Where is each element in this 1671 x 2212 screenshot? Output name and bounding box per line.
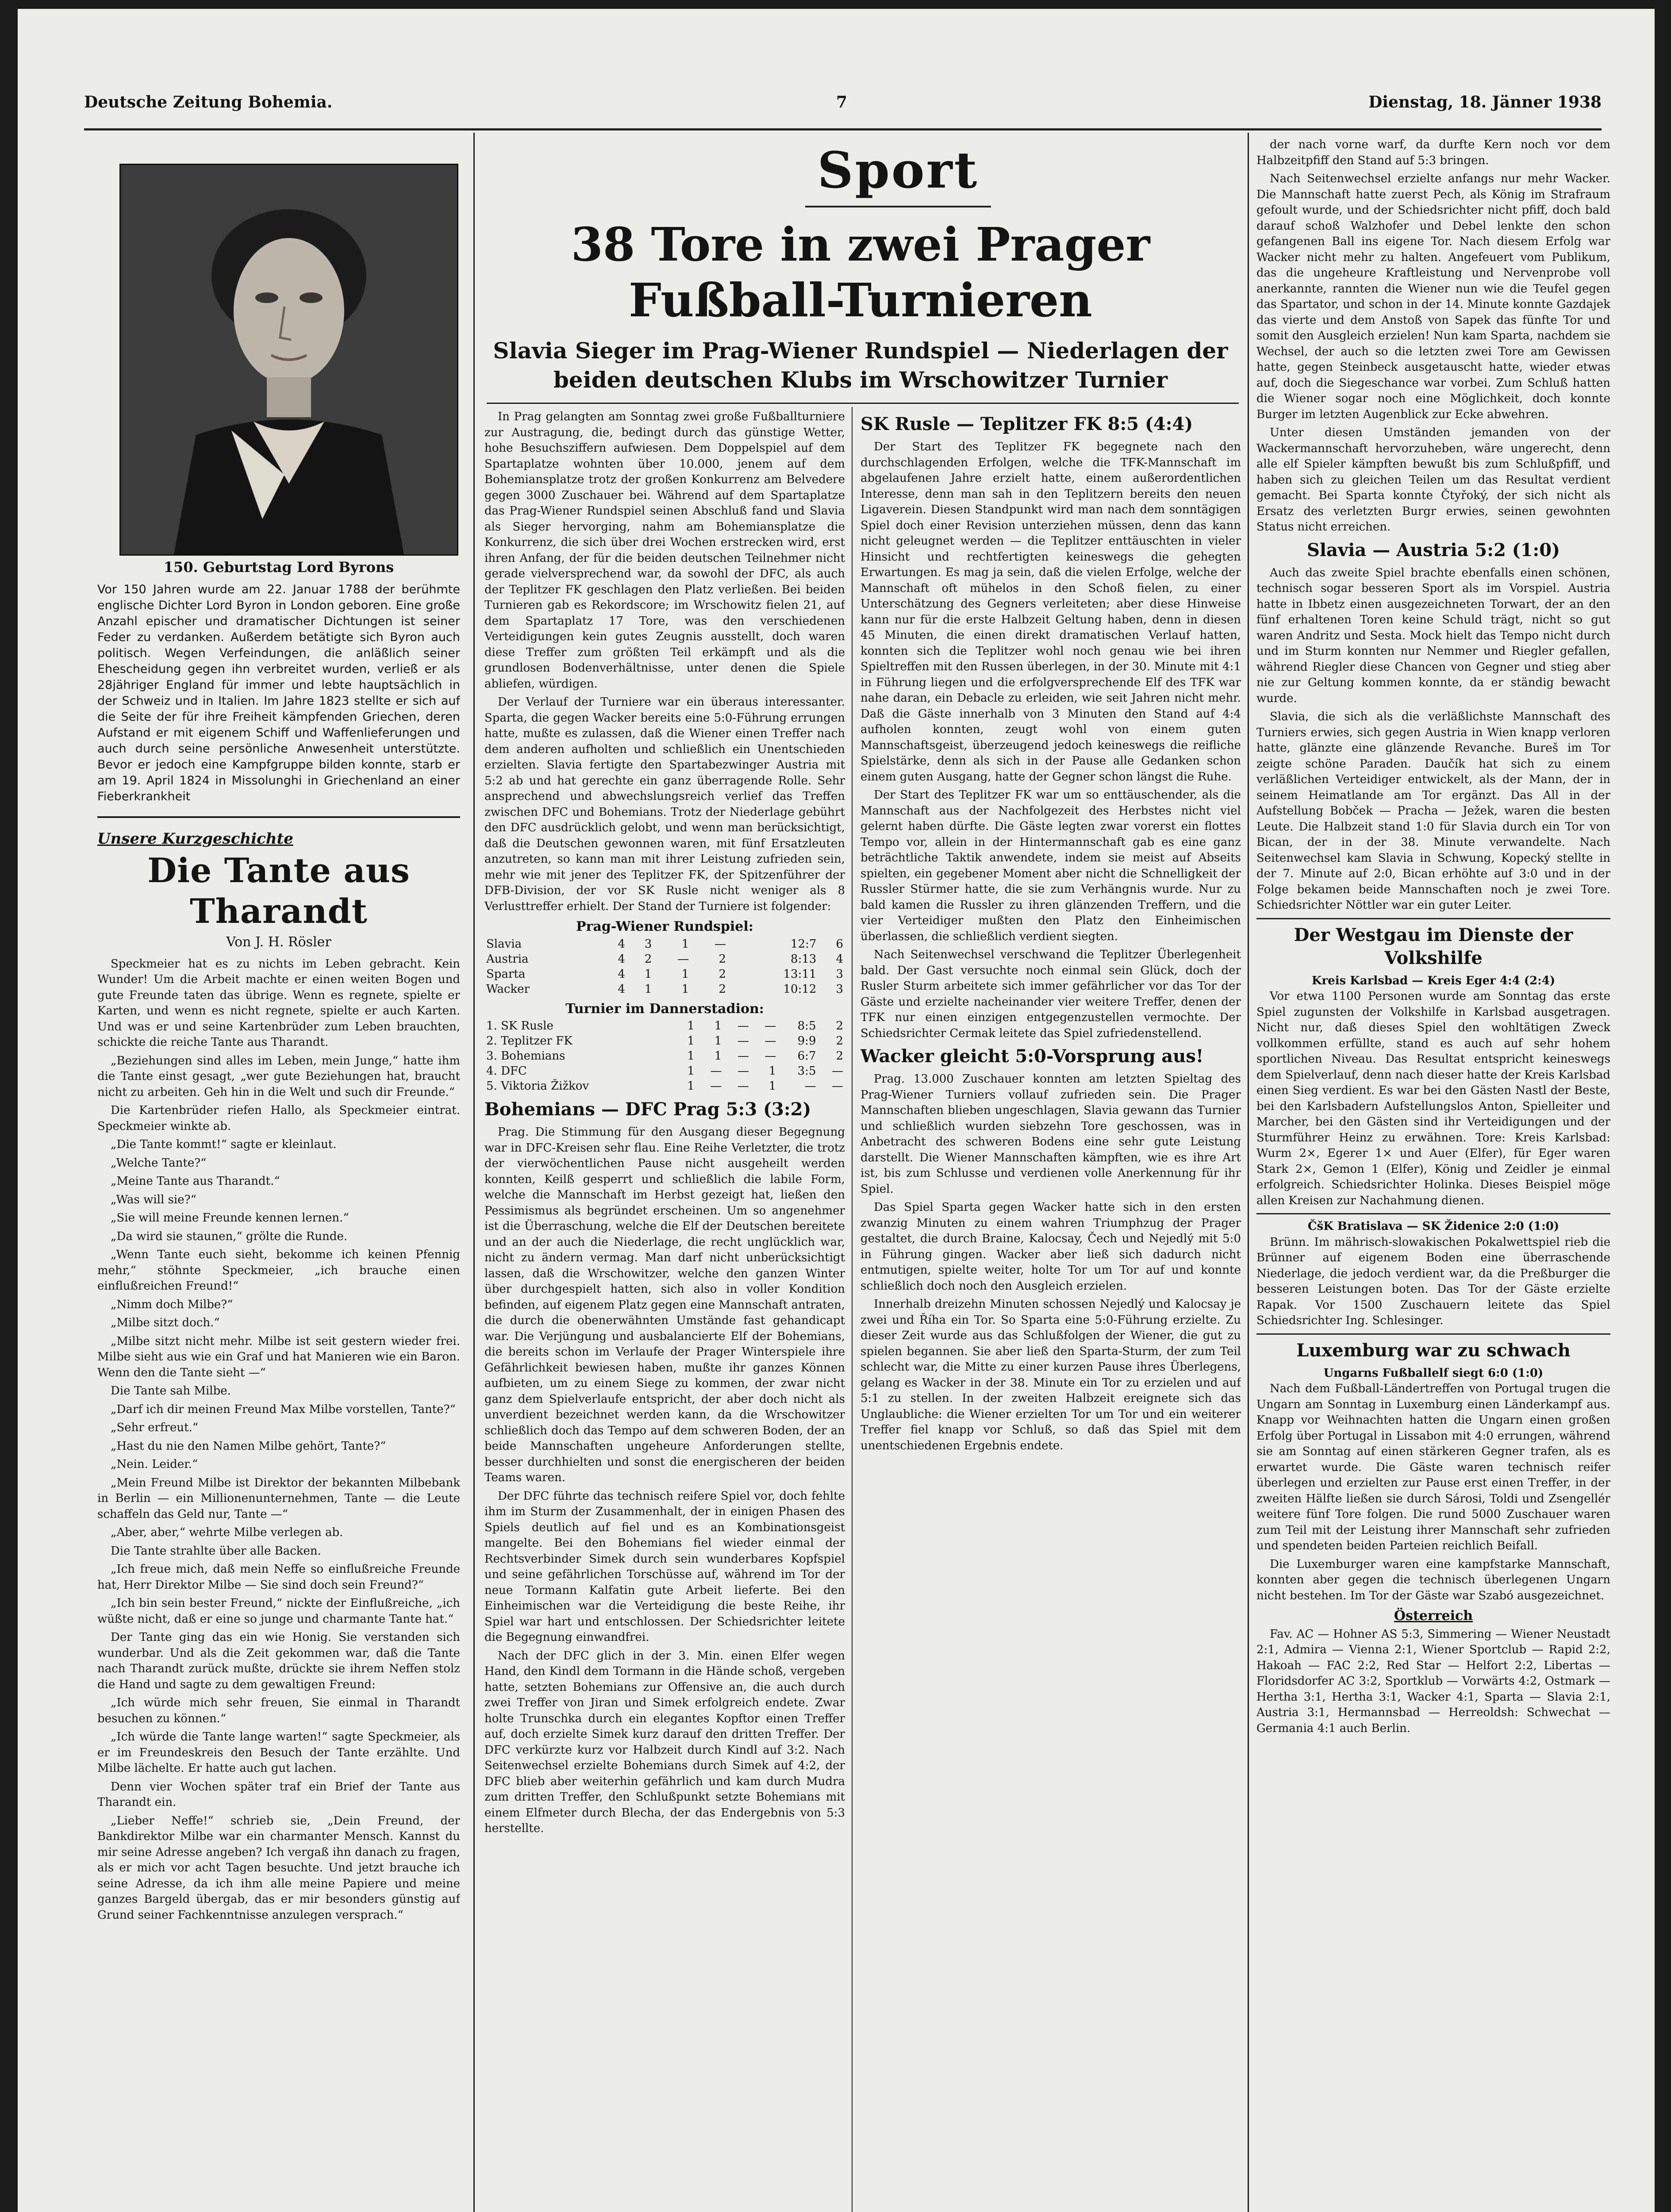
column-rule [1248, 133, 1249, 2212]
section-rule [1256, 918, 1610, 919]
story-paragraph: „Ich bin sein bester Freund,“ nickte der Einflußreiche, „ich wüßte nicht, daß er eine so junge und charmante Tante hat.“ [97, 1597, 460, 1626]
story-paragraph: „Ich würde mich sehr freuen, Sie einmal in Tharandt besuchen zu können.“ [97, 1696, 460, 1725]
masthead [84, 93, 1602, 124]
standings-table [484, 1018, 845, 1094]
story-paragraph: „Hast du nie den Namen Milbe gehört, Tante?“ [111, 1439, 386, 1453]
match-paragraph: Prag. 13.000 Zuschauer konnten am letzten Spieltag des Prag-Wiener Turniers vollauf zufrieden sein. Die Prager Mannschaften blieben ungeschlagen, Slavia gewann das Turnier und schließlich wurden siebzehn Tore geschossen, was in Anbetracht des schweren Bodens eine sehr gute Leistung darstellt. Die Wiener Mannschaften kämpften, wie es ihre Art ist, bis zum Schlusse und verdienen volle Anerkennung für ihr Spiel. [860, 1072, 1241, 1196]
table-row: Sparta 4 1 1 2 13:11 3 [486, 967, 843, 981]
match-paragraph: Prag. Die Stimmung für den Ausgang dieser Begegnung war in DFC-Kreisen sehr flau. Eine Reihe Verletzter, die trotz der vierwöchentlichen Pause nicht ausgeheilt werden konnten, Keilß gesperrt und schließlich die labile Form, welche die Mannschaft im Herbst gezeigt hat, ließen den Pessimismus als begründet erscheinen. Um so angenehmer ist die Überraschung, welche die Elf der Deutschen bereitete und an der auch die Niederlage, die recht unglücklich war, nicht zu ändern vermag. Man darf nicht unberücksichtigt lassen, daß die Wrschowitzer, welche den ganzen Winter über durchgespielt hatten, sich also in voller Kondition befinden, auf eigenem Platz gegen eine Mannschaft antraten, die durch die obenerwähnten Umstände fast gehandicapt war. Die Verjüngung und ausbalancierte Elf der Bohemians, die bereits schon im Verlaufe der Prager Winterspiele ihre Gefährlichkeit bewiesen haben, mußte ihr ganzes Können aufbieten, um zu einem Siege zu kommen, der zwar nicht ganz dem Spielverlaufe entspricht, der aber doch nicht als unverdient bezeichnet werden kann, da die Wrschowitzer schließlich doch das Tempo auf dem schweren Boden, der an beide Mannschaften ungeheure Anforderungen stellte, besser durchhielten und sonst die energischeren der beiden Teams waren. [484, 1125, 845, 1484]
portrait-caption-title: 150. Geburtstag Lord Byrons [163, 559, 394, 576]
story-paragraph: „Wenn Tante euch sieht, bekomme ich keinen Pfennig mehr,“ stöhnte Speckmeier, „ich brauche einen einflußreichen Freund!“ [97, 1248, 460, 1293]
match-heading: Wacker gleicht 5:0-Vorsprung aus! [860, 1046, 1204, 1067]
table-title: Prag-Wiener Rundspiel: [576, 919, 753, 934]
masthead-rule [84, 128, 1602, 131]
standings-table [484, 937, 845, 997]
sport-column-1 [484, 409, 845, 2212]
intro-paragraph: Der Verlauf der Turniere war ein überaus interessanter. Sparta, die gegen Wacker bereits eine 5:0-Führung errungen hatte, mußte es zulassen, daß die Wiener einen Treffer nach dem anderen aufholten und schließlich ein Unentschieden erzielten. Slavia fertigte den Spartabezwinger Austria mit 5:2 ab und hat gerechte ein ganz überragende Rolle. Sehr ansprechend und abwechslungsreich verlief das Treffen zwischen DFC und Bohemians. Trotz der Niederlage gebührt den DFC ausdrücklich gelobt, und wenn man berücksichtigt, daß die Deutschen gewonnen waren, mit fünf Ersatzleuten anzutreten, so kann man mit ihrer Leistung zufrieden sein, mehr wie mit jener des Teplitzer FK, der Spitzenführer der DFB-Division, der vor SK Rusle nicht weniger als 8 Verlusttreffer erhielt. Der Stand der Turniere ist folgender: [484, 695, 845, 913]
match-paragraph: Innerhalb dreizehn Minuten schossen Nejedlý und Kalocsay je zwei und Říha ein Tor. So Sparta eine 5:0-Führung erzielte. Zu dieser Zeit wurde aus das Schlußfolgen der Wiener, die gut zu spielen begannen. Sie aber ließ den Sparta-Sturm, der zum Teil schlecht war, die Mitte zu einer kurzen Pause ihres Überlegens, gelang es Wacker in der 38. Minute ein Tor zu erzielen und auf 5:1 zu stellen. In der zweiten Halbzeit ereignete sich das Unglaubliche: die Wiener erzielten Tor um Tor und ein weiterer Treffer fiel knapp vor Schluß, so daß das Spiel mit dem unentschiedenen Ergebnis endete. [860, 1298, 1241, 1452]
match-paragraph: Der Start des Teplitzer FK war um so enttäuschender, als die Mannschaft aus der Nachfolgezeit des Herbstes nicht viel gelernt haben dürfte. Die Gäste legten zwar vorerst ein flottes Tempo vor, allein in der Hintermannschaft gab es eine ganz beträchtliche Taktik anwendete, indem sie meist auf Abseits spielten, ein gegebener Moment aber nicht die Schnelligkeit der Russler Stürmer hatte, die sie zum Verhängnis wurde. Nur zu bald kamen die Russler zu ihren glänzenden Treffern, und die vier Verteidiger mußten den Platz den Einheimischen überlassen, die schließlich verdient siegten. [860, 788, 1241, 943]
luxemburg-subheading: Ungarns Fußballelf siegt 6:0 (1:0) [1323, 1366, 1544, 1380]
section-rule [1256, 1213, 1610, 1214]
story-paragraph: „Mein Freund Milbe ist Direktor der bekannten Milbebank in Berlin — ein Millionenunternehmen, Tante — die Leute schaffeln das Geld nur, Tante —“ [97, 1476, 460, 1521]
match-paragraph: Die Luxemburger waren eine kampfstarke Mannschaft, konnten aber gegen die technisch überlegenen Ungarn nicht bestehen. Im Tor der Gäste war Szabó ausgezeichnet. [1256, 1557, 1610, 1602]
story-paragraph: „Ich freue mich, daß mein Neffe so einflußreiche Freunde hat, Herr Direktor Milbe — Sie sind doch sein Freund?“ [97, 1563, 460, 1592]
table-row: Slavia 4 3 1 — 12:7 6 [486, 937, 843, 951]
match-paragraph: Der DFC führte das technisch reifere Spiel vor, doch fehlte ihm im Sturm der Zusammenhalt, der in einigen Phasen des Spiels deutlich auf fiel und es an Kombinationsgeist mangelte. Bei den Bohemians fiel wieder einmal der Rechtsverbinder Simek durch sein wunderbares Kopfspiel und seine gefährlichen Torschüsse auf, während im Tor der neue Tormann Kalfatin gute Arbeit lieferte. Bei den Einheimischen war die Verteidigung die beste Reihe, ihr Spiel war hart und entschlossen. Der Schiedsrichter leitete die Begegnung einwandfrei. [484, 1489, 845, 1644]
match-paragraph: Nach dem Fußball-Ländertreffen von Portugal trugen die Ungarn am Sonntag in Luxemburg einen Länderkampf aus. Knapp vor Weihnachten hatten die Ungarn einen großen Erfolg über Portugal in Lissabon mit 4:0 errungen, während sie am Sonntag auf einen stärkeren Gegner trafen, als es erwartet wurde. Die Gäste waren technisch reifer überlegen und erzielten zur Pause erst einen Treffer, in der zweiten Hälfte ließen sie durch Sárosi, Toldi und Zsengellér weitere fünf Tore folgen. Die rund 5000 Zuschauer waren zum Teil mit der Leistung ihrer Mannschaft sehr zufrieden und spendeten beiden Parteien reichlich Beifall. [1256, 1382, 1610, 1552]
match-paragraph: Das Spiel Sparta gegen Wacker hatte sich in den ersten zwanzig Minuten zu einem wahren Triumphzug der Prager gestaltet, die durch Braine, Kalocsay, Čech und Nejedlý mit 5:0 in Führung gingen. Wacker aber ließ sich dadurch nicht entmutigen, spielte weiter, holte Tor um Tor auf und konnte schließlich doch noch den Ausgleich erzielen. [860, 1201, 1241, 1293]
story-paragraph: „Milbe sitzt doch.“ [111, 1316, 220, 1329]
match-paragraph: Der Start des Teplitzer FK begegnete nach den durchschlagenden Erfolgen, welche die TFK-Mannschaft im abgelaufenen Jahre erzielt hatte, einem außerordentlichen Interesse, denn man sah in den Teplitzern bereits den neuen Ligaverein. Diesen Standpunkt wird man nach dem sonntägigen Spiel doch einer Revision unterziehen müssen, denn das kann nicht geleugnet werden — die Teplitzer enttäuschten in vieler Hinsicht und rechtfertigten keineswegs die gehegten Erwartungen. Es mag ja sein, daß die vielen Erfolge, welche der Mannschaft oft mühelos in den Schoß fielen, zu einer Unterschätzung des Gegners verleiteten; aber diese Hinweise kann nur für die erste Halbzeit Geltung haben, denn in diesen 45 Minuten, die einen direkt dramatischen Verlauf hatten, konnten sich die Teplitzer wohl noch genau wie bei ihren Spieltreffen mit den Russen überlegen, in der 30. Minute mit 4:1 in Führung liegen und die erfolgversprechende Elf des TFK war nahe daran, ein Debacle zu erleiden, wie seit Jahren nicht mehr. Daß die Gäste innerhalb von 3 Minuten den Stand auf 4:4 aufholen konnten, zeugt wohl von einem guten Mannschaftsgeist, überzeugend jedoch keineswegs die reifliche Spielstärke, denn als sich in der Pause alle Gedanken schon einem guten Ausgang, hatte der Gegner schon längst die Ruhe. [860, 440, 1241, 783]
austria-results-title: Österreich [1394, 1608, 1473, 1624]
match-heading: SK Rusle — Teplitzer FK 8:5 (4:4) [860, 414, 1193, 434]
story-paragraph: „Beziehungen sind alles im Leben, mein Junge,“ hatte ihm die Tante einst gesagt, „wer gute Beziehungen hat, braucht nicht zu arbeiten. Geh hin in die Welt und such dir Freunde.“ [97, 1054, 460, 1099]
story-paragraph: „Meine Tante aus Tharandt.“ [111, 1175, 280, 1188]
story-paragraph: Die Tante sah Milbe. [111, 1384, 231, 1398]
story-paragraph: „Da wird sie staunen,“ grölte die Runde. [111, 1229, 348, 1243]
match-paragraph: Brünn. Im mährisch-slowakischen Pokalwettspiel rieb die Brünner auf eigenem Boden eine überraschende Niederlage, die jedoch verdient war, da die Preßburger die besseren Leistungen boten. Das Tor der Gäste erzielte Rapak. Vor 1500 Zuschauern leitete das Spiel Schiedsrichter Ing. Schlesinger. [1256, 1235, 1610, 1327]
story-paragraph: „Aber, aber,“ wehrte Milbe verlegen ab. [111, 1526, 343, 1539]
lord-byron-portrait [121, 165, 457, 554]
column-rule [473, 133, 475, 2212]
story-paragraph: „Die Tante kommt!“ sagte er kleinlaut. [111, 1138, 337, 1151]
match-heading: Slavia — Austria 5:2 (1:0) [1306, 539, 1560, 561]
paper-name: Deutsche Zeitung Bohemia. [84, 93, 333, 111]
table-row: Wacker 4 1 1 2 10:12 3 [486, 982, 843, 996]
story-paragraph: „Nein. Leider.“ [111, 1458, 198, 1471]
page-number: 7 [836, 93, 848, 111]
sport-column-3 [1256, 137, 1610, 2212]
story-paragraph: „Was will sie?“ [111, 1193, 196, 1206]
story-paragraph: „Lieber Neffe!“ schrieb sie, „Dein Freund, der Bankdirektor Milbe war ein charmanter Mensch. Kannst du mir seine Adresse angeben? Ich vergaß ihn danach zu fragen, als er mich vor acht Tagen besuchte. Und jetzt brauche ich seine Adresse, da ich ihm alle meine Papiere und meine ganzes Bargeld übergab, das er mir besonders günstig auf Grund seiner Fachkenntnisse anzulegen versprach.“ [97, 1814, 460, 1922]
story-paragraph: „Milbe sitzt nicht mehr. Milbe ist seit gestern wieder frei. Milbe sieht aus wie ein Graf und hat Manieren wie ein Baron. Wenn den die Tante sieht —“ [97, 1334, 460, 1379]
luxemburg-heading: Luxemburg war zu schwach [1296, 1340, 1571, 1361]
story-paragraph: „Ich würde die Tante lange warten!“ sagte Speckmeier, als er im Freundeskreis den Besuch der Tante erzählte. Und Milbe lächelte. Er hatte auch gut lachen. [97, 1730, 460, 1775]
story-paragraph: „Welche Tante?“ [111, 1156, 207, 1170]
column-rule [852, 407, 853, 2212]
continued-paragraph: der nach vorne warf, da durfte Kern noch vor dem Halbzeitpfiff den Stand auf 5:3 bringen. [1256, 138, 1610, 167]
story-paragraph: „Sehr erfreut.“ [111, 1421, 199, 1434]
story-paragraph: „Darf ich dir meinen Freund Max Milbe vorstellen, Tante?“ [111, 1402, 456, 1416]
table-title: Turnier im Dannerstadion: [565, 1001, 764, 1017]
story-paragraph: Die Kartenbrüder riefen Hallo, als Speckmeier eintrat. Speckmeier winkte ab. [97, 1104, 460, 1133]
issue-date: Dienstag, 18. Jänner 1938 [1368, 93, 1602, 111]
match-paragraph: Nach Seitenwechsel verschwand die Teplitzer Überlegenheit bald. Der Gast versuchte noch einmal sein Glück, doch der Rusler Sturm arbeitete sich immer gefährlicher vor das Tor der Gäste und erzielte nacheinander vier weitere Treffer, denen der TFK nur einen einzigen entgegenzustellen vermochte. Der Schiedsrichter Cermak leitete das Spiel zufriedenstellend. [860, 948, 1241, 1040]
headline-rule [487, 403, 1239, 404]
table-row: 5. Viktoria Žižkov 1 — — 1 — — [486, 1079, 843, 1093]
sport-subheadline: Slavia Sieger im Prag-Wiener Rundspiel — Niederlagen der beiden deutschen Klubs im Wrschowitzer Turnier [493, 338, 1228, 393]
match-paragraph: Nach der DFC glich in der 3. Min. einen Elfer wegen Hand, den Kindl dem Tormann in die Hände schoß, vergeben hatte, setzten Bohemians zur Offensive an, die auch durch zwei Treffer von Jiran und Simek erfolgreich endete. Zwar holte Trunschka durch ein elegantes Kopftor einen Treffer auf, doch erzielte Simek kurz darauf den dritten Treffer. Der DFC verkürzte kurz vor Halbzeit durch Kindl auf 3:2. Nach Seitenwechsel erzielte Bohemians durch Simek auf 4:2, der DFC blieb aber weiterhin gefährlich und kam durch Mudra zum dritten Treffer, den Schlußpunkt setzte Bohemians mit einem Elfmeter durch Blecha, der das Endergebnis von 5:3 herstellte. [484, 1649, 845, 1835]
story-paragraph: „Sie will meine Freunde kennen lernen.“ [111, 1211, 349, 1225]
story-title: Die Tante aus Tharandt [147, 851, 410, 931]
continued-paragraph: Nach Seitenwechsel erzielte anfangs nur mehr Wacker. Die Mannschaft hatte zuerst Pech, als König im Strafraum gefoult wurde, und der Schiedsrichter nicht pfiff, doch bald darauf schoß Walzhofer und Debel lenkte den schon gefangenen Ball ins eigene Tor. Nach diesem Erfolg war Wacker nicht mehr zu halten. Angefeuert vom Publikum, das die ungeheure Kraftleistung und Nervenprobe voll anerkannte, rannten die Wiener nun wie die Teufel gegen das Spartator, und schon in der 14. Minute konnte Gazdajek das vierte und dem Anstoß von Sapek das fünfte Tor und somit den Ausgleich erzielen! Nun kam Sparta, nachdem sie Wechsel, der auch so die letzten zwei Tore am Gewissen hatte, gegen Steinbeck ausgetauscht hatte, wieder etwas auf, doch die Siegeschance war vorbei. Zum Schluß hatten die Wiener sogar noch eine Möglichkeit, doch konnte Burger im letzten Augenblick zur Ecke abwehren. [1256, 172, 1610, 421]
match-paragraph: Vor etwa 1100 Personen wurde am Sonntag das erste Spiel zugunsten der Volkshilfe in Karlsbad ausgetragen. Nicht nur, daß dieses Spiel den wohltätigen Zweck vollkommen erfüllte, stand es auch auf sehr hohem sportlichen Niveau. Das Resultat entspricht keineswegs dem Spielverlauf, denn nach dieser hatte der Kreis Karlsbad einen Sieg verdient. Es war bei den Gästen Nastl der Beste, bei den Karlsbadern Aufstellungslos Anton, Spielleiter und Marcher, bei den Gästen sind ihr Verteidigungen und der Sturmführer Heinz zu erwähnen. Tore: Kreis Karlsbad: Wurm 2×, Egerer 1× und Auer (Elfer), für Eger waren Stark 2×, Gemon 1 (Elfer), König und Zeidler je einmal erfolgreich. Schiedsrichter Holinka. Dieses Beispiel möge allen Kreisen zur Nachahmung dienen. [1256, 990, 1610, 1207]
story-paragraph: Speckmeier hat es zu nichts im Leben gebracht. Kein Wunder! Um die Arbeit machte er einen weiten Bogen und gute Freunde taten das übrige. Wenn es regnete, spielte er Karten, und wenn es nicht regnete, spielte er auch Karten. Und was er und seine Kartenbrüder zum Leben brauchten, schickte die reiche Tante aus Tharandt. [97, 957, 460, 1049]
match-paragraph: Slavia, die sich als die verläßlichste Mannschaft des Turniers erwies, sich gegen Austria in Wien knapp verloren hatte, glänzte eine glänzende Revanche. Bureš im Tor zeigte schöne Paraden. Daučík hat sich zu einem verläßlichen Verteidiger entwickelt, als der Mann, der in seinem Heimatlande am Tor ergänzt. Das All in der Aufstellung Bobček — Pracha — Ježek, waren die besten Leute. Die Halbzeit stand 1:0 für Slavia durch ein Tor von Bican, der in der 38. Minute verwandelte. Nach Seitenwechsel kam Slavia in Schwung, Kopecký stellte in der 7. Minute auf 2:0, Bican erhöhte auf 3:0 und in der Folge bekamen beide Mannschaften noch je zwei Tore. Schiedsrichter Nöttler war ein guter Leiter. [1256, 710, 1610, 912]
match-paragraph: Auch das zweite Spiel brachte ebenfalls einen schönen, technisch sogar besseren Sport als im Vorspiel. Austria hatte in Ibbetz einen ausgezeichneten Torwart, der an den fünf erhaltenen Toren keine Schuld trägt, nicht so gut waren Andritz und Sesta. Mock hielt das Tempo nicht durch und im Sturm konnten nur Nemmer und Riegler gefallen, während Riegler diese Chancen von Gegner und stieg aber nie zur Geltung kommen konnte, da er ständig bewacht wurde. [1256, 566, 1610, 705]
table-row: 3. Bohemians 1 1 — — 6:7 2 [486, 1049, 843, 1063]
table-row: Austria 4 2 — 2 8:13 4 [486, 952, 843, 966]
table-row: 1. SK Rusle 1 1 — — 8:5 2 [486, 1019, 843, 1033]
story-byline: Von J. H. Rösler [226, 934, 331, 950]
story-rubric: Unsere Kurzgeschichte [97, 830, 293, 848]
section-rule [805, 206, 991, 207]
newspaper-page [18, 9, 1655, 2212]
story-paragraph: Der Tante ging das ein wie Honig. Sie verstanden sich wunderbar. Und als die Zeit gekommen war, daß die Tante nach Tharandt zurück mußte, drückte sie ihrem Neffen stolz die Hand und sagte zu dem gewaltigen Freund: [97, 1631, 460, 1691]
section-title: Sport [817, 142, 979, 200]
westgau-heading: Der Westgau im Dienste der Volkshilfe [1294, 924, 1573, 968]
story-rule [97, 816, 460, 818]
westgau-subheading: Kreis Karlsbad — Kreis Eger 4:4 (2:4) [1311, 974, 1556, 987]
story-paragraph: Denn vier Wochen später traf ein Brief der Tante aus Tharandt ein. [97, 1780, 460, 1809]
table-row: 4. DFC 1 — — 1 3:5 — [486, 1064, 843, 1078]
section-rule [1256, 1333, 1610, 1335]
story-paragraph: Die Tante strahlte über alle Backen. [111, 1544, 321, 1558]
portrait-caption-text: Vor 150 Jahren wurde am 22. Januar 1788 der berühmte englische Dichter Lord Byron in London geboren. Eine große Anzahl epischer und dramatischer Dichtungen ist seiner Feder zu verdanken. Außerdem betätigte sich Byron auch politisch. Wegen Verfeindungen, die anläßlich seiner Ehescheidung gegen ihn verbreitet wurden, verließ er als 28jähriger England für immer und lebte hauptsächlich in der Schweiz und in Italien. Im Jahre 1823 stellte er sich auf die Seite der für ihre Freiheit kämpfenden Griechen, deren Aufstand er mit eigenem Schiff und Waffenlieferungen und auch durch seine persönliche Anwesenheit unterstützte. Bevor er jedoch eine Kampfgruppe bilden konnte, starb er am 19. April 1824 in Missolunghi in Griechenland an einer Fieberkrankheit [97, 582, 460, 803]
match-heading: ČšK Bratislava — SK Židenice 2:0 (1:0) [1307, 1220, 1560, 1233]
sport-headline: 38 Tore in zwei Prager Fußball-Turnieren [571, 217, 1150, 327]
table-row: 2. Teplitzer FK 1 1 — — 9:9 2 [486, 1034, 843, 1048]
left-column [97, 555, 460, 2212]
story-paragraph: „Nimm doch Milbe?“ [111, 1298, 233, 1311]
continued-paragraph: Unter diesen Umständen jemanden von der Wackermannschaft hervorzuheben, wäre ungerecht, denn alle elf Spieler kämpften bewußt bis zum Schlußpfiff, und haben sich zu gleichen Teilen um das Resultat verdient gemacht. Bei Sparta konnte Čtyřoký, der sich nicht als Ersatz des verletzten Burgr erwies, seinen gewohnten Status nicht erreichen. [1256, 426, 1610, 534]
match-heading: Bohemians — DFC Prag 5:3 (3:2) [484, 1099, 811, 1120]
intro-paragraph: In Prag gelangten am Sonntag zwei große Fußballturniere zur Austragung, die, bedingt durch das günstige Wetter, hohe Besuchsziffern aufwiesen. Dem Doppelspiel auf dem Spartaplatze wohnten über 10.000, jenem auf dem Bohemiansplatze trotz der großen Konkurrenz am Belvedere gegen 3000 Zuschauer bei. Während auf dem Spartaplatze das Prag-Wiener Rundspiel seinen Abschluß fand und Slavia als Sieger hervorging, nahm am Bohemiansplatze die Konkurrenz, die sich über drei Wochen erstrecken wird, erst ihren Anfang, der für die beiden deutschen Teilnehmer nicht gerade vielversprechend war, da sowohl der DFC, als auch der Teplitzer FK geschlagen den Platz verließen. Bei beiden Turnieren gab es Rekordscore; im Wrschowitz fielen 21, auf dem Spartaplatz 17 Tore, was den verschiedenen Verteidigungen kein gutes Zeugnis ausstellt, doch waren diese Treffer zum größten Teil erkämpft und als die grundlosen Bodenverhältnisse, unter denen die Spiele abliefen, würdigen. [484, 410, 845, 691]
portrait-image [119, 164, 458, 556]
sport-column-2 [860, 409, 1241, 2212]
austria-results-text: Fav. AC — Hohner AS 5:3, Simmering — Wiener Neustadt 2:1, Admira — Vienna 2:1, Wiener Sportclub — Rapid 2:2, Hakoah — FAC 2:2, Red Star — Helfort 2:2, Libertas — Floridsdorfer AC 3:2, Sportklub — Vorwärts 4:2, Ostmark — Hertha 3:1, Hertha 3:1, Wacker 4:1, Sparta — Slavia 2:1, Austria 3:1, Hermannsbad — Herreoldsh: Schwechat — Germania 4:1 auch Berlin. [1256, 1627, 1610, 1735]
